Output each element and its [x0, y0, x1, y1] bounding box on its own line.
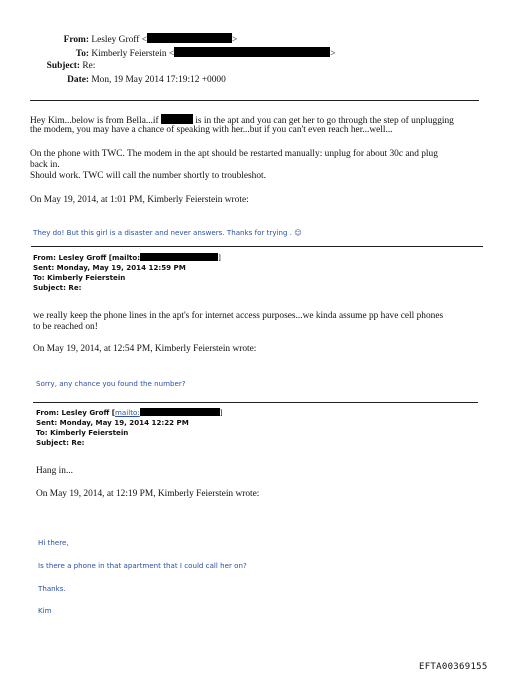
header-divider: [30, 100, 479, 101]
subject-label: Subject:: [46, 61, 80, 71]
reply2-sent: [36, 418, 189, 427]
reply1-sent-text: Sent: Monday, May 19, 2014 12:59 PM: [33, 263, 186, 272]
wrote-line-2: On May 19, 2014, at 12:54 PM, Kimberly Feierstein wrote:: [33, 344, 257, 354]
reply2-divider: [33, 402, 478, 403]
redaction-box: [174, 47, 330, 57]
header-subject-line: [38, 61, 95, 72]
reply1-subject-text: Subject: Re:: [33, 283, 82, 292]
body-para1-line2: the modem, you may have a chance of speaking with her...but if you can't even reach her...well...: [30, 125, 393, 135]
reply1-to: [33, 273, 125, 282]
original-signature: Kim: [38, 606, 52, 615]
document-id: EFTA00369155: [419, 662, 488, 672]
header-to-line: [38, 47, 336, 60]
quoted-reply-1: They do! But this girl is a disaster and never answers. Thanks for trying . ☺: [33, 228, 302, 237]
redaction-box: [147, 33, 232, 43]
body2-line2: to be reached on!: [33, 322, 98, 332]
body2-line1: we really keep the phone lines in the apt's for internet access purposes...we kinda assume pp have cell phones: [33, 311, 444, 321]
original-question: Is there a phone in that apartment that I could call her on?: [38, 561, 247, 570]
redaction-box: [140, 253, 218, 261]
reply2-to: [36, 428, 128, 437]
original-thanks: Thanks.: [38, 584, 66, 593]
header-date-line: [38, 75, 226, 86]
from-tail: >: [231, 35, 238, 45]
reply2-subject-text: Subject: Re:: [36, 438, 85, 447]
to-tail: >: [330, 49, 336, 59]
reply1-from: From: Lesley Groff [mailto: ]: [33, 253, 221, 262]
body-para2-line3: Should work. TWC will call the number shortly to troubleshot.: [30, 171, 266, 181]
wrote-line-3: On May 19, 2014, at 12:19 PM, Kimberly Feierstein wrote:: [36, 489, 260, 499]
subject-value: Re:: [82, 61, 96, 71]
reply1-subject: [33, 283, 82, 292]
reply2-from: From: Lesley Groff [mailto: ]: [36, 408, 223, 417]
body3-hang: Hang in...: [36, 466, 73, 476]
quoted-reply-2: Sorry, any chance you found the number?: [36, 379, 186, 388]
body-text: Hey Kim...below is from Bella...if: [30, 116, 159, 126]
reply1-from-text: From: Lesley Groff [mailto:: [33, 253, 141, 262]
date-label: Date:: [67, 75, 89, 85]
original-greeting: Hi there,: [38, 538, 69, 547]
body-text: is in the apt and you can get her to go through the step of unplugging: [195, 116, 454, 126]
from-label: From:: [63, 35, 89, 45]
header-from-line: [38, 33, 237, 46]
body-para2-line1: On the phone with TWC. The modem in the apt should be restarted manually: unplug for about 30c and plug: [30, 149, 438, 159]
wrote-line-1: On May 19, 2014, at 1:01 PM, Kimberly Feierstein wrote:: [30, 195, 249, 205]
from-value: Lesley Groff <: [91, 35, 147, 45]
mailto-link[interactable]: mailto:: [115, 408, 140, 417]
body-para2-line2: back in.: [30, 160, 60, 170]
redaction-box: [161, 114, 193, 124]
to-value: Kimberly Feierstein <: [91, 49, 175, 59]
reply2-from-text: From: Lesley Groff [: [36, 408, 116, 417]
reply2-to-text: To: Kimberly Feierstein: [36, 428, 129, 437]
to-label: To:: [75, 49, 89, 59]
reply2-subject: [36, 438, 85, 447]
reply2-sent-text: Sent: Monday, May 19, 2014 12:22 PM: [36, 418, 189, 427]
reply1-to-text: To: Kimberly Feierstein: [33, 273, 126, 282]
redaction-box: [140, 408, 220, 416]
reply1-sent: [33, 263, 186, 272]
reply1-divider: [31, 246, 483, 247]
date-value: Mon, 19 May 2014 17:19:12 +0000: [91, 75, 226, 85]
